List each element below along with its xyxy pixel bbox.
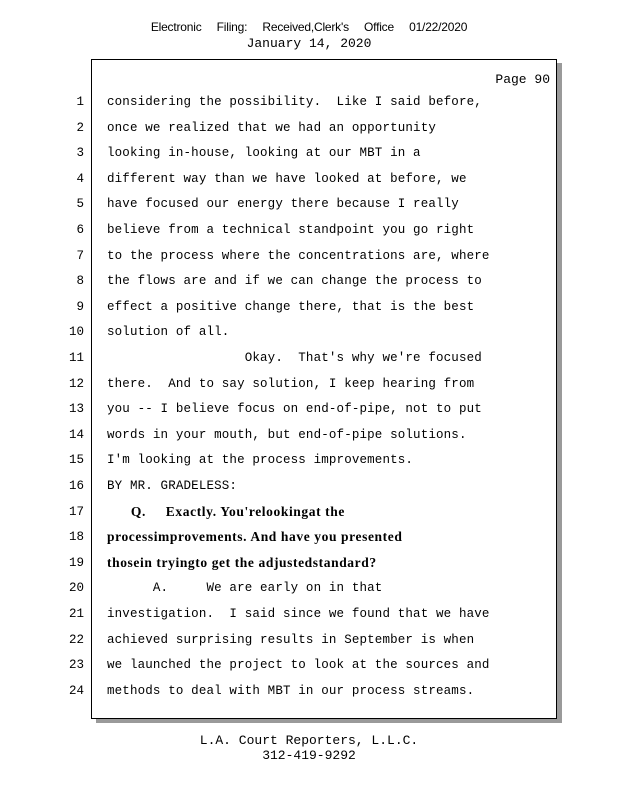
filing-stamp-part: Electronic (150, 20, 202, 34)
line-number: 3 (76, 146, 84, 161)
line-number: 4 (76, 171, 84, 186)
transcript-line: BY MR. GRADELESS: (107, 479, 238, 493)
transcript-line: A. We are early on in that (107, 581, 383, 596)
filing-stamp-part: Received,Clerk's (262, 20, 349, 34)
transcript-line: I'm looking at the process improvements. (107, 453, 414, 468)
reporter-phone: 312-419-9292 (262, 748, 356, 763)
transcript-date: January 14, 2020 (246, 36, 372, 51)
line-number: 7 (76, 248, 84, 263)
line-number: 21 (68, 607, 84, 621)
filing-stamp-part: Office (364, 20, 394, 34)
line-number: 22 (68, 632, 84, 647)
transcript-line: considering the possibility. Like I said before, (107, 95, 482, 109)
transcript-line: once we realized that we had an opportunity (107, 120, 437, 135)
transcript-line: thosein tryingto get the adjustedstandard? (107, 554, 377, 570)
transcript-line: you -- I believe focus on end-of-pipe, not to put (107, 402, 482, 417)
line-number: 20 (68, 581, 84, 596)
line-number: 23 (68, 658, 84, 673)
transcript-line: we launched the project to look at the sources and (107, 658, 490, 673)
line-number: 16 (68, 479, 84, 493)
filing-stamp-part: Filing: (216, 20, 248, 34)
line-number: 5 (76, 197, 84, 212)
line-number: 17 (68, 504, 84, 519)
line-number: 13 (68, 402, 84, 417)
line-number: 6 (76, 223, 84, 237)
transcript-line: solution of all. (107, 325, 230, 340)
line-number: 12 (68, 376, 84, 391)
transcript-line: effect a positive change there, that is the best (107, 299, 475, 314)
line-number: 19 (68, 555, 84, 570)
transcript-line: achieved surprising results in September is when (107, 632, 475, 647)
transcript-line: different way than we have looked at before, we (107, 171, 467, 186)
transcript-line: there. And to say solution, I keep hearing from (107, 376, 475, 391)
line-number: 18 (68, 530, 84, 545)
filing-stamp-part: 01/22/2020 (409, 20, 468, 34)
page-number: Page 90 (495, 72, 550, 87)
line-number: 1 (76, 95, 84, 109)
transcript-line: processimprovements. And have you presented (107, 529, 403, 545)
line-number: 2 (76, 120, 84, 135)
transcript-line: looking in-house, looking at our MBT in a (107, 146, 421, 161)
filing-stamp (0, 20, 618, 34)
transcript-line: Q. Exactly. You'relookingat the (107, 503, 345, 519)
reporter-company: L.A. Court Reporters, L.L.C. (199, 733, 419, 748)
transcript-line: to the process where the concentrations are, where (107, 248, 490, 263)
transcript-line: the flows are and if we can change the process to (107, 274, 482, 289)
transcript-line: have focused our energy there because I really (107, 197, 459, 212)
transcript-line: Okay. That's why we're focused (107, 351, 482, 365)
transcript-line: words in your mouth, but end-of-pipe solutions. (107, 427, 467, 442)
line-number: 9 (76, 299, 84, 314)
line-number: 14 (68, 427, 84, 442)
line-number: 11 (68, 351, 84, 365)
transcript-line: believe from a technical standpoint you go right (107, 223, 475, 237)
transcript-line: investigation. I said since we found that we have (107, 607, 490, 621)
line-number: 15 (68, 453, 84, 468)
line-number: 24 (68, 683, 84, 698)
transcript-line: methods to deal with MBT in our process streams. (107, 683, 475, 698)
line-number: 8 (76, 274, 84, 289)
line-number: 10 (68, 325, 84, 340)
